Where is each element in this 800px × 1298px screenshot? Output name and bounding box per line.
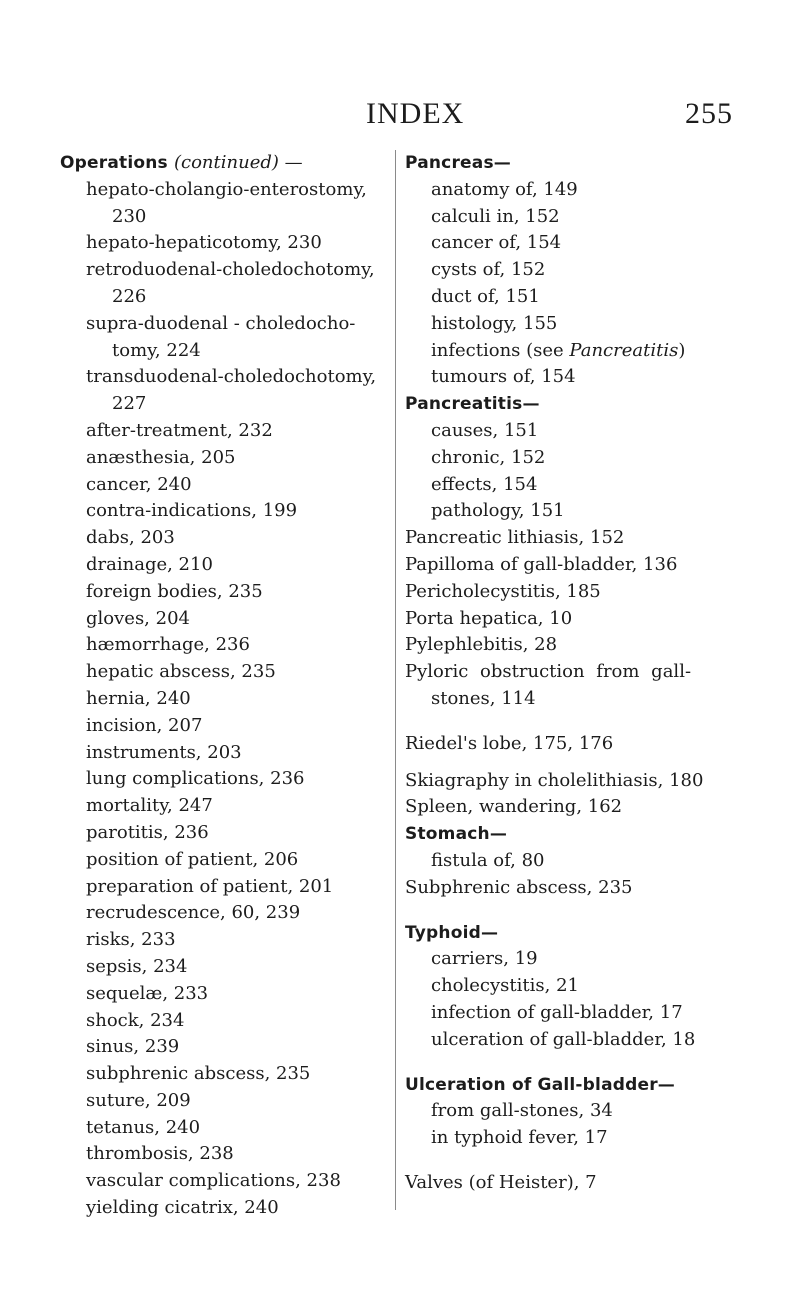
- list-item: retroduodenal-choledochotomy,: [86, 259, 375, 281]
- list-item: cancer, 240: [86, 473, 192, 495]
- list-item: Pericholecystitis, 185: [405, 580, 601, 602]
- list-item: Pyloric obstruction from gall-: [405, 661, 692, 683]
- entry-heading-ulceration: Ulceration of Gall-bladder—: [405, 1074, 675, 1095]
- list-item: shock, 234: [86, 1009, 185, 1031]
- list-item-continuation: 227: [112, 393, 147, 415]
- list-item: hepato-cholangio-enterostomy,: [86, 178, 367, 200]
- list-item: causes, 151: [431, 419, 539, 441]
- column-divider: [395, 150, 396, 1210]
- list-item: hepatic abscess, 235: [86, 661, 276, 683]
- list-item: tumours of, 154: [431, 366, 576, 388]
- list-item: thrombosis, 238: [86, 1143, 234, 1165]
- list-item: hæmorrhage, 236: [86, 634, 250, 656]
- list-item: sepsis, 234: [86, 955, 188, 977]
- list-item: gloves, 204: [86, 607, 190, 629]
- heading-dash: —: [278, 152, 303, 173]
- list-item-continuation: 230: [112, 205, 147, 227]
- list-item: vascular complications, 238: [86, 1170, 341, 1192]
- page-number: 255: [685, 97, 733, 130]
- list-item: drainage, 210: [86, 553, 213, 575]
- page-title: INDEX: [366, 97, 465, 130]
- list-item: parotitis, 236: [86, 821, 209, 843]
- list-item: cancer of, 154: [431, 232, 562, 254]
- list-item: lung complications, 236: [86, 768, 305, 790]
- list-item-infections: [405, 338, 770, 365]
- infections-crossref: Pancreatitis: [569, 339, 679, 361]
- list-item: sinus, 239: [86, 1036, 180, 1058]
- list-item: pathology, 151: [431, 500, 565, 522]
- list-item: effects, 154: [431, 473, 538, 495]
- list-item: Spleen, wandering, 162: [405, 796, 623, 818]
- list-item: tetanus, 240: [86, 1116, 201, 1138]
- list-item: instruments, 203: [86, 741, 242, 763]
- list-item: Papilloma of gall-bladder, 136: [405, 553, 678, 575]
- list-item-continuation: stones, 114: [431, 687, 536, 709]
- list-item-continuation: tomy, 224: [112, 339, 201, 361]
- list-item: Skiagraphy in cholelithiasis, 180: [405, 769, 704, 791]
- list-item: yielding cicatrix, 240: [86, 1197, 279, 1219]
- list-item: position of patient, 206: [86, 848, 299, 870]
- list-item: fistula of, 80: [431, 849, 545, 871]
- list-item: after-treatment, 232: [86, 419, 273, 441]
- left-column: [60, 150, 380, 1222]
- list-item: in typhoid fever, 17: [431, 1127, 608, 1149]
- list-item: Pancreatic lithiasis, 152: [405, 527, 625, 549]
- list-item: sequelæ, 233: [86, 982, 209, 1004]
- list-item: anæsthesia, 205: [86, 446, 236, 468]
- entry-heading-typhoid: Typhoid—: [405, 922, 499, 943]
- list-item: Porta hepatica, 10: [405, 607, 573, 629]
- entry-heading-stomach: Stomach—: [405, 824, 508, 845]
- list-item: preparation of patient, 201: [86, 875, 334, 897]
- spacer: [405, 758, 770, 768]
- list-item: from gall-stones, 34: [431, 1100, 613, 1122]
- list-item: chronic, 152: [431, 446, 546, 468]
- list-item: contra-indications, 199: [86, 500, 298, 522]
- list-item: recrudescence, 60, 239: [86, 902, 301, 924]
- list-item: mortality, 247: [86, 795, 213, 817]
- list-item: calculi in, 152: [431, 205, 560, 227]
- page-header: [0, 97, 800, 137]
- list-item-continuation: 226: [112, 285, 147, 307]
- list-item: carriers, 19: [431, 948, 538, 970]
- list-item: histology, 155: [431, 312, 558, 334]
- list-item: suture, 209: [86, 1089, 191, 1111]
- list-item: risks, 233: [86, 929, 176, 951]
- spacer: [405, 1054, 770, 1072]
- list-item: infection of gall-bladder, 17: [431, 1001, 683, 1023]
- list-item: supra-duodenal - choledocho-: [86, 312, 356, 334]
- right-column: [405, 150, 770, 1197]
- list-item: cysts of, 152: [431, 259, 546, 281]
- list-item: foreign bodies, 235: [86, 580, 263, 602]
- heading-italic: (continued): [173, 152, 279, 173]
- spacer: [405, 1152, 770, 1170]
- list-item: Riedel's lobe, 175, 176: [405, 732, 614, 754]
- list-item: hernia, 240: [86, 687, 191, 709]
- entry-heading-operations: [60, 150, 380, 177]
- list-item: ulceration of gall-bladder, 18: [431, 1028, 696, 1050]
- operations-subentries: [60, 177, 380, 1222]
- list-item: anatomy of, 149: [431, 178, 578, 200]
- list-item: Subphrenic abscess, 235: [405, 876, 633, 898]
- infections-pre: infections (see: [431, 339, 570, 361]
- list-item: subphrenic abscess, 235: [86, 1063, 311, 1085]
- entry-heading-pancreas: Pancreas—: [405, 153, 511, 173]
- heading-text: Operations: [60, 153, 174, 173]
- entry-heading-pancreatitis: Pancreatitis—: [405, 394, 540, 415]
- list-item: Pylephlebitis, 28: [405, 634, 558, 656]
- list-item: incision, 207: [86, 714, 203, 736]
- list-item: cholecystitis, 21: [431, 975, 579, 997]
- infections-post: ): [678, 339, 686, 361]
- list-item: Valves (of Heister), 7: [405, 1171, 597, 1193]
- list-item: dabs, 203: [86, 527, 175, 549]
- spacer: [405, 902, 770, 920]
- list-item: duct of, 151: [431, 285, 540, 307]
- spacer: [405, 713, 770, 731]
- list-item: hepato-hepaticotomy, 230: [86, 232, 322, 254]
- list-item: transduodenal-choledochotomy,: [86, 366, 377, 388]
